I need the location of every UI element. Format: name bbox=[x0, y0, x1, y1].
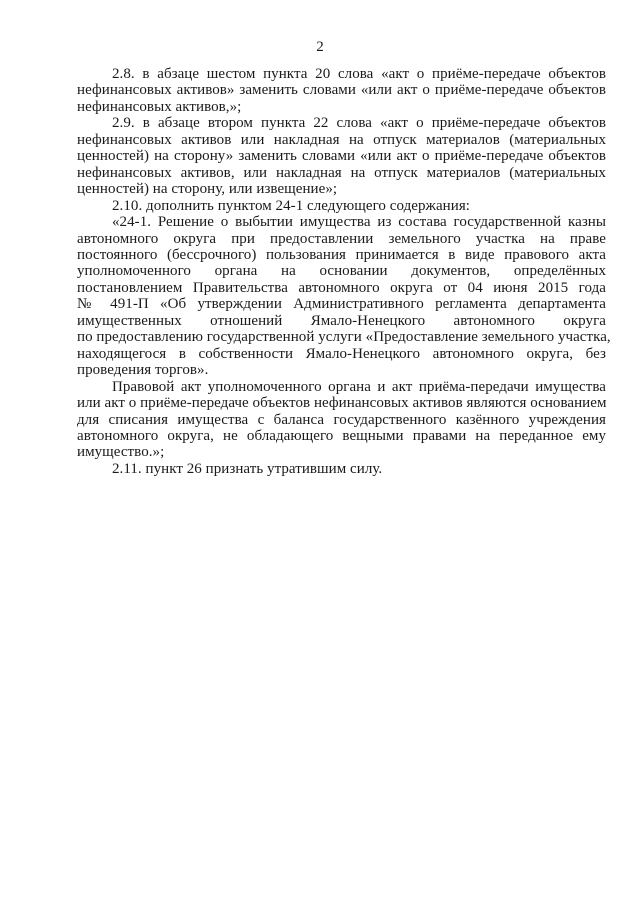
text-line: нефинансовых активов,»; bbox=[77, 98, 242, 115]
text-line: для списания имущества с баланса государственного казённого учреждения bbox=[77, 411, 606, 428]
paragraph-2-11 bbox=[77, 461, 606, 477]
text-line: имущество.»; bbox=[77, 444, 165, 461]
document-body bbox=[77, 66, 611, 477]
text-line: нефинансовых активов или накладная на отпуск материалов (материальных bbox=[77, 131, 606, 148]
text-line: нефинансовых активов» заменить словами «или акт о приёме-передаче объектов bbox=[77, 82, 606, 99]
text-line: имущественных отношений Ямало-Ненецкого автономного округа bbox=[77, 312, 606, 329]
text-line: постоянного (бессрочного) пользования принимается в виде правового акта bbox=[77, 246, 606, 263]
text-line: ценностей) на сторону» заменить словами «или акт о приёме-передаче объектов bbox=[77, 148, 606, 165]
text-line: по предоставлению государственной услуги «Предоставление земельного участка, bbox=[77, 329, 611, 346]
paragraph-2-9 bbox=[77, 115, 606, 197]
paragraph-legal-act bbox=[77, 379, 606, 461]
text-line: Правовой акт уполномоченного органа и акт приёма-передачи имущества bbox=[112, 378, 606, 395]
text-line: 2.9. в абзаце втором пункта 22 слова «акт о приёме-передаче объектов bbox=[112, 115, 606, 132]
text-line: нефинансовых активов, или накладная на отпуск материалов (материальных bbox=[77, 164, 606, 181]
text-line: «24-1. Решение о выбытии имущества из состава государственной казны bbox=[112, 214, 606, 231]
paragraph-24-1 bbox=[77, 214, 611, 379]
paragraph-2-10 bbox=[77, 198, 606, 214]
page-number: 2 bbox=[316, 39, 324, 55]
text-line: постановлением Правительства автономного округа от 04 июня 2015 года bbox=[77, 279, 606, 296]
text-line: автономного округа при предоставлении земельного участка на праве bbox=[77, 230, 606, 247]
text-line: автономного округа, не обладающего вещными правами на переданное ему bbox=[77, 427, 606, 444]
paragraph-2-8 bbox=[77, 66, 606, 115]
text-line: № 491-П «Об утверждении Административного регламента департамента bbox=[77, 296, 606, 313]
text-line: 2.8. в абзаце шестом пункта 20 слова «акт о приёме-передаче объектов bbox=[112, 66, 606, 82]
text-line: 2.10. дополнить пунктом 24-1 следующего содержания: bbox=[112, 197, 470, 214]
text-line: или акт о приёме-передаче объектов нефинансовых активов являются основанием bbox=[77, 395, 607, 412]
text-line: проведения торгов». bbox=[77, 362, 209, 379]
text-line: находящегося в собственности Ямало-Ненецкого автономного округа, без bbox=[77, 345, 606, 362]
text-line: 2.11. пункт 26 признать утратившим силу. bbox=[112, 460, 383, 477]
text-line: уполномоченного органа на основании документов, определённых bbox=[77, 263, 606, 280]
text-line: ценностей) на сторону, или извещение»; bbox=[77, 181, 338, 198]
